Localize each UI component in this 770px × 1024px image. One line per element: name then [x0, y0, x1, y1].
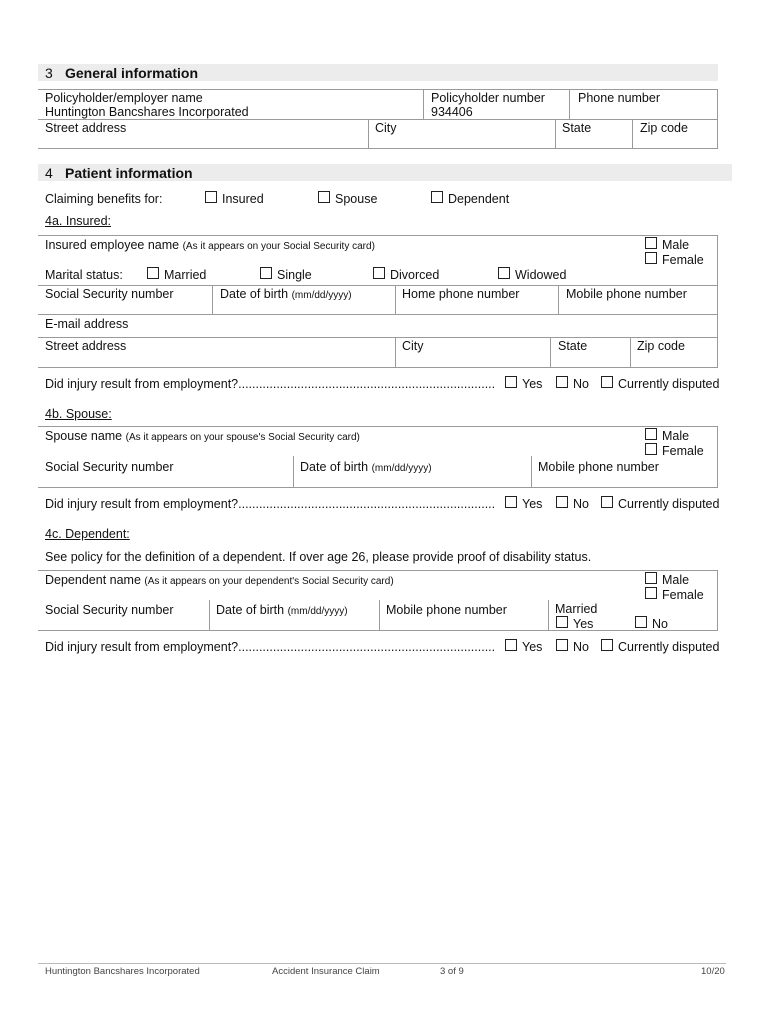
spouse-injury-question: Did injury result from employment?..........................................................................	[45, 497, 496, 511]
insured-zip-label[interactable]: Zip code	[637, 339, 685, 353]
footer-version: 10/20	[701, 966, 725, 977]
dependent-mobile-label[interactable]: Mobile phone number	[386, 603, 507, 617]
insured-male-checkbox[interactable]	[645, 237, 657, 249]
insured-street-label[interactable]: Street address	[45, 339, 127, 353]
insured-male-label: Male	[662, 238, 690, 252]
spouse-mobile-label[interactable]: Mobile phone number	[538, 460, 659, 474]
dependent-heading: 4c. Dependent:	[45, 527, 130, 541]
section-3-title: General information	[65, 65, 199, 81]
spouse-injury-no-checkbox[interactable]	[556, 496, 568, 508]
insured-injury-no-checkbox[interactable]	[556, 376, 568, 388]
dependent-male-checkbox[interactable]	[645, 572, 657, 584]
phone-number-label[interactable]: Phone number	[578, 91, 661, 105]
zip-code-label[interactable]: Zip code	[640, 121, 688, 135]
footer-company: Huntington Bancshares Incorporated	[45, 966, 200, 977]
dependent-married-label: Married	[555, 602, 598, 616]
section-3-number: 3	[45, 65, 53, 81]
spouse-male-checkbox[interactable]	[645, 428, 657, 440]
insured-female-label: Female	[662, 253, 704, 267]
insured-ssn-label[interactable]: Social Security number	[45, 287, 174, 301]
section-4-title: Patient information	[65, 165, 193, 181]
insured-female-checkbox[interactable]	[645, 252, 657, 264]
spouse-injury-yes-label: Yes	[522, 497, 543, 511]
state-label[interactable]: State	[562, 121, 592, 135]
insured-injury-disputed-label: Currently disputed	[618, 377, 720, 391]
dependent-married-yes-label: Yes	[573, 617, 594, 631]
footer-page-number: 3 of 9	[440, 966, 464, 977]
claiming-benefits-label: Claiming benefits for:	[45, 192, 163, 206]
spouse-checkbox[interactable]	[318, 191, 330, 203]
dependent-ssn-label[interactable]: Social Security number	[45, 603, 174, 617]
spouse-injury-yes-checkbox[interactable]	[505, 496, 517, 508]
section-4-header	[38, 164, 732, 181]
single-label: Single	[277, 268, 312, 282]
home-phone-label[interactable]: Home phone number	[402, 287, 520, 301]
spouse-injury-disputed-checkbox[interactable]	[601, 496, 613, 508]
insured-injury-disputed-checkbox[interactable]	[601, 376, 613, 388]
married-checkbox[interactable]	[147, 267, 159, 279]
city-label[interactable]: City	[375, 121, 397, 135]
spouse-heading: 4b. Spouse:	[45, 407, 112, 421]
section-4-number: 4	[45, 165, 53, 181]
insured-heading: 4a. Insured:	[45, 214, 112, 228]
insured-checkbox[interactable]	[205, 191, 217, 203]
spouse-female-label: Female	[662, 444, 704, 458]
dependent-injury-disputed-label: Currently disputed	[618, 640, 720, 654]
insured-injury-yes-label: Yes	[522, 377, 543, 391]
dependent-dob-label[interactable]: Date of birth (mm/dd/yyyy)	[216, 603, 348, 617]
dependent-name-label[interactable]: Dependent name (As it appears on your dependent's Social Security card)	[45, 573, 394, 587]
divorced-checkbox[interactable]	[373, 267, 385, 279]
spouse-female-checkbox[interactable]	[645, 443, 657, 455]
insured-name-label[interactable]: Insured employee name (As it appears on your Social Security card)	[45, 238, 375, 252]
spouse-ssn-label[interactable]: Social Security number	[45, 460, 174, 474]
dependent-female-label: Female	[662, 588, 704, 602]
married-label: Married	[164, 268, 207, 282]
spouse-injury-no-label: No	[573, 497, 589, 511]
dependent-married-yes-checkbox[interactable]	[556, 616, 568, 628]
policyholder-number-value[interactable]: 934406	[431, 105, 473, 119]
policyholder-number-label: Policyholder number	[431, 91, 545, 105]
insured-city-label[interactable]: City	[402, 339, 424, 353]
section-3-header	[38, 64, 718, 81]
spouse-name-label[interactable]: Spouse name (As it appears on your spouse's Social Security card)	[45, 429, 360, 443]
spouse-option-label: Spouse	[335, 192, 378, 206]
insured-option-label: Insured	[222, 192, 264, 206]
widowed-label: Widowed	[515, 268, 567, 282]
insured-mobile-label[interactable]: Mobile phone number	[566, 287, 687, 301]
dependent-injury-question: Did injury result from employment?..........................................................................	[45, 640, 496, 654]
spouse-male-label: Male	[662, 429, 690, 443]
insured-injury-no-label: No	[573, 377, 589, 391]
insured-dob-label[interactable]: Date of birth (mm/dd/yyyy)	[220, 287, 352, 301]
insured-state-label[interactable]: State	[558, 339, 588, 353]
dependent-married-no-label: No	[652, 617, 668, 631]
dependent-injury-no-checkbox[interactable]	[556, 639, 568, 651]
divorced-label: Divorced	[390, 268, 440, 282]
spouse-injury-disputed-label: Currently disputed	[618, 497, 720, 511]
dependent-checkbox[interactable]	[431, 191, 443, 203]
policyholder-name-label: Policyholder/employer name	[45, 91, 203, 105]
dependent-injury-no-label: No	[573, 640, 589, 654]
single-checkbox[interactable]	[260, 267, 272, 279]
dependent-married-no-checkbox[interactable]	[635, 616, 647, 628]
footer-divider	[38, 963, 726, 964]
dependent-note: See policy for the definition of a dependent. If over age 26, please provide proof of disability status.	[45, 550, 592, 564]
dependent-injury-yes-checkbox[interactable]	[505, 639, 517, 651]
email-address-label[interactable]: E-mail address	[45, 317, 129, 331]
marital-status-label: Marital status:	[45, 268, 123, 282]
dependent-option-label: Dependent	[448, 192, 510, 206]
spouse-dob-label[interactable]: Date of birth (mm/dd/yyyy)	[300, 460, 432, 474]
insured-injury-question: Did injury result from employment?..........................................................................	[45, 377, 496, 391]
insured-injury-yes-checkbox[interactable]	[505, 376, 517, 388]
dependent-injury-disputed-checkbox[interactable]	[601, 639, 613, 651]
dependent-injury-yes-label: Yes	[522, 640, 543, 654]
dependent-male-label: Male	[662, 573, 690, 587]
widowed-checkbox[interactable]	[498, 267, 510, 279]
dependent-female-checkbox[interactable]	[645, 587, 657, 599]
street-address-label[interactable]: Street address	[45, 121, 127, 135]
footer-form-name: Accident Insurance Claim	[272, 966, 380, 977]
policyholder-name-value[interactable]: Huntington Bancshares Incorporated	[45, 105, 249, 119]
